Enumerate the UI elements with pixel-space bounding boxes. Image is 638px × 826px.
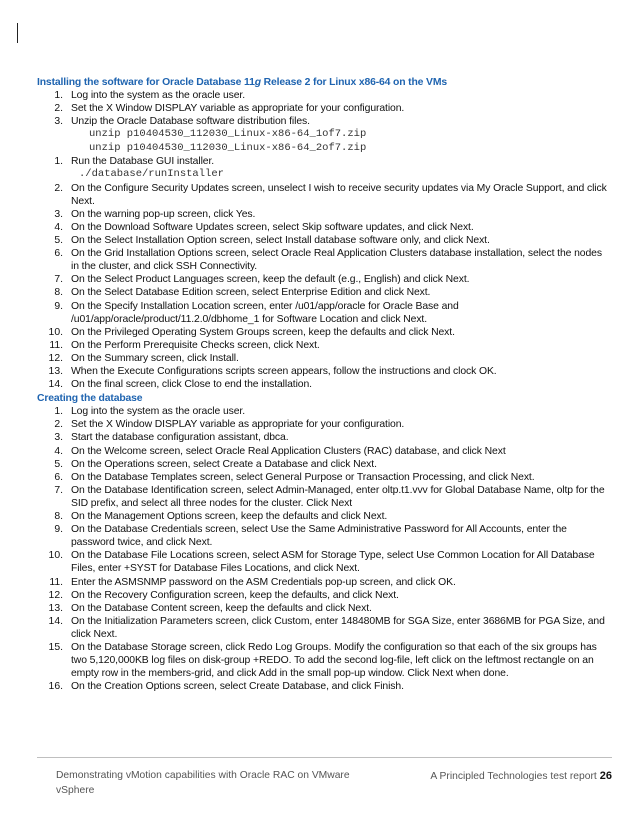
list-item [37, 615, 612, 641]
footer-report [430, 769, 612, 785]
list-text: On the Recovery Configuration screen, keep the defaults, and click Next. [71, 589, 399, 601]
list-item [37, 155, 612, 168]
list-number: 11. [49, 339, 63, 351]
list-text: On the Select Installation Option screen, select Install database software only, and click Next. [71, 235, 490, 247]
list-item [37, 458, 612, 471]
code-line: ./database/runInstaller [79, 168, 224, 181]
list-text: Unzip the Oracle Database software distribution files. [71, 116, 310, 128]
list-item [37, 352, 612, 365]
list-number: 12. [48, 352, 63, 364]
list-text: On the Privileged Operating System Groups screen, keep the defaults and click Next. [71, 326, 455, 338]
list-number: 4. [54, 221, 63, 233]
list-number: 1. [54, 90, 63, 102]
list-number: 3. [54, 208, 63, 220]
list-text: On the Summary screen, click Install. [71, 352, 239, 364]
list-text: On the Configure Security Updates screen, unselect I wish to receive security updates via My Oracle Support, and click Next. [71, 182, 607, 207]
list-text: When the Execute Configurations scripts screen appears, follow the instructions and clock OK. [71, 366, 497, 377]
heading-text-end: Release 2 for Linux x86-64 on the VMs [260, 77, 447, 88]
footer-report-label: A Principled Technologies test report [430, 771, 597, 782]
heading-italic: g [254, 77, 261, 88]
list-text: On the Download Software Updates screen, select Skip software updates, and click Next. [71, 221, 474, 233]
install-steps-b [37, 155, 612, 168]
code-line: unzip p10404530_112030_Linux-x86-64_1of7.zip [89, 128, 367, 141]
document-body [37, 76, 612, 693]
list-text: On the Specify Installation Location screen, enter /u01/app/oracle for Oracle Base and /u01/app/oracle/product/11.2.0/dbhome_1 for Software Location and click Next. [71, 300, 459, 325]
list-item [37, 234, 612, 247]
list-number: 9. [54, 524, 63, 536]
list-item [37, 286, 612, 299]
list-number: 14. [48, 615, 63, 627]
list-text: On the Perform Prerequisite Checks screen, click Next. [71, 339, 320, 351]
list-number: 16. [48, 681, 63, 693]
list-number: 7. [54, 484, 63, 496]
list-item [37, 182, 612, 208]
list-number: 6. [54, 248, 63, 260]
list-text: On the Database Templates screen, select General Purpose or Transaction Processing, and click Next. [71, 471, 535, 483]
list-number: 1. [54, 406, 63, 418]
list-number: 10. [48, 326, 63, 338]
list-item [37, 641, 612, 680]
list-text: On the Database Identification screen, select Admin-Managed, enter oltp.t1.vvv for Global Database Name, oltp for the SID prefix, and select all three nodes for the cluster. Click Next [71, 484, 605, 509]
list-text: On the Creation Options screen, select Create Database, and click Finish. [71, 681, 404, 693]
list-item [37, 339, 612, 352]
list-item [37, 273, 612, 286]
list-number: 3. [54, 432, 63, 444]
install-steps-a [37, 89, 612, 128]
list-text: On the Select Product Languages screen, keep the default (e.g., English) and click Next. [71, 274, 470, 286]
list-number: 5. [54, 458, 63, 470]
list-item [37, 431, 612, 444]
section-heading-create-db: Creating the database [37, 393, 143, 405]
list-number: 4. [54, 445, 63, 457]
code-line: unzip p10404530_112030_Linux-x86-64_2of7.zip [89, 141, 367, 154]
list-number: 12. [48, 589, 63, 601]
list-number: 13. [48, 602, 63, 614]
list-number: 3. [54, 116, 63, 128]
list-text: On the Database Storage screen, click Redo Log Groups. Modify the configuration so that each of the six groups has two 5,120,000KB log files on disk-group +REDO. To add the second log-file, left click on the leftmost rectangle on an empty row in the members-grid, and click Add in the small pop-up window. Click Next when done. [71, 641, 597, 680]
list-text: Log into the system as the oracle user. [71, 90, 245, 102]
list-number: 8. [54, 511, 63, 523]
list-item [37, 484, 612, 510]
list-text: On the Database Content screen, keep the defaults and click Next. [71, 602, 372, 614]
list-number: 8. [54, 287, 63, 299]
page-number: 26 [599, 770, 612, 782]
section-heading-install [37, 76, 612, 89]
list-text: On the Initialization Parameters screen, click Custom, enter 148480MB for SGA Size, enter 3686MB for PGA Size, and click Next. [71, 615, 605, 640]
list-text: Enter the ASMSNMP password on the ASM Credentials pop-up screen, and click OK. [71, 576, 456, 588]
create-db-steps [37, 405, 612, 693]
install-steps-c [37, 182, 612, 392]
list-number: 6. [54, 471, 63, 483]
list-number: 13. [48, 366, 63, 377]
list-text: Set the X Window DISPLAY variable as appropriate for your configuration. [71, 419, 405, 431]
list-item [37, 365, 612, 378]
list-number: 14. [48, 379, 63, 391]
list-item [37, 589, 612, 602]
list-item [37, 680, 612, 693]
list-text: On the Management Options screen, keep the defaults and click Next. [71, 511, 388, 523]
list-number: 1. [54, 156, 63, 168]
list-text: Run the Database GUI installer. [71, 156, 215, 168]
list-number: 2. [54, 103, 63, 115]
list-item [37, 221, 612, 234]
list-text: On the warning pop-up screen, click Yes. [71, 208, 256, 220]
list-number: 10. [48, 550, 63, 562]
text-cursor [17, 23, 18, 43]
list-item [37, 378, 612, 391]
list-item [37, 445, 612, 458]
list-number: 15. [48, 641, 63, 653]
list-number: 5. [54, 235, 63, 247]
list-item [37, 208, 612, 221]
list-text: On the Grid Installation Options screen, select Oracle Real Application Clusters database installation, select the nodes in the cluster, and click SSH Connectivity. [71, 248, 602, 273]
list-item [37, 602, 612, 615]
list-text: On the final screen, click Close to end the installation. [71, 379, 312, 391]
list-number: 2. [54, 182, 63, 194]
list-number: 11. [49, 576, 63, 588]
heading-text: Installing the software for Oracle Database 11 [37, 77, 255, 88]
list-item [37, 418, 612, 431]
list-item [37, 326, 612, 339]
list-item [37, 102, 612, 115]
list-number: 9. [54, 300, 63, 312]
list-item [37, 300, 612, 326]
list-text: On the Operations screen, select Create a Database and click Next. [71, 458, 377, 470]
list-text: On the Database Credentials screen, select Use the Same Administrative Password for All Accounts, enter the password twice, and click Next. [71, 524, 567, 549]
list-item [37, 471, 612, 484]
list-text: On the Select Database Edition screen, select Enterprise Edition and click Next. [71, 287, 431, 299]
list-item [37, 576, 612, 589]
list-text: Log into the system as the oracle user. [71, 406, 245, 418]
list-text: Start the database configuration assistant, dbca. [71, 432, 289, 444]
footer-title: Demonstrating vMotion capabilities with Oracle RAC on VMware vSphere [56, 770, 350, 796]
list-text: On the Welcome screen, select Oracle Real Application Clusters (RAC) database, and click Next [71, 445, 506, 457]
list-text: On the Database File Locations screen, select ASM for Storage Type, select Use Common Location for All Database Files, enter +SYST for Database Files Locations, and click Next. [71, 550, 595, 575]
list-item [37, 549, 612, 575]
list-item [37, 89, 612, 102]
list-number: 7. [54, 274, 63, 286]
list-item [37, 247, 612, 273]
list-number: 2. [54, 419, 63, 431]
list-item [37, 115, 612, 128]
list-item [37, 510, 612, 523]
footer-divider [37, 757, 612, 758]
list-item [37, 405, 612, 418]
list-item [37, 523, 612, 549]
list-text: Set the X Window DISPLAY variable as appropriate for your configuration. [71, 103, 405, 115]
